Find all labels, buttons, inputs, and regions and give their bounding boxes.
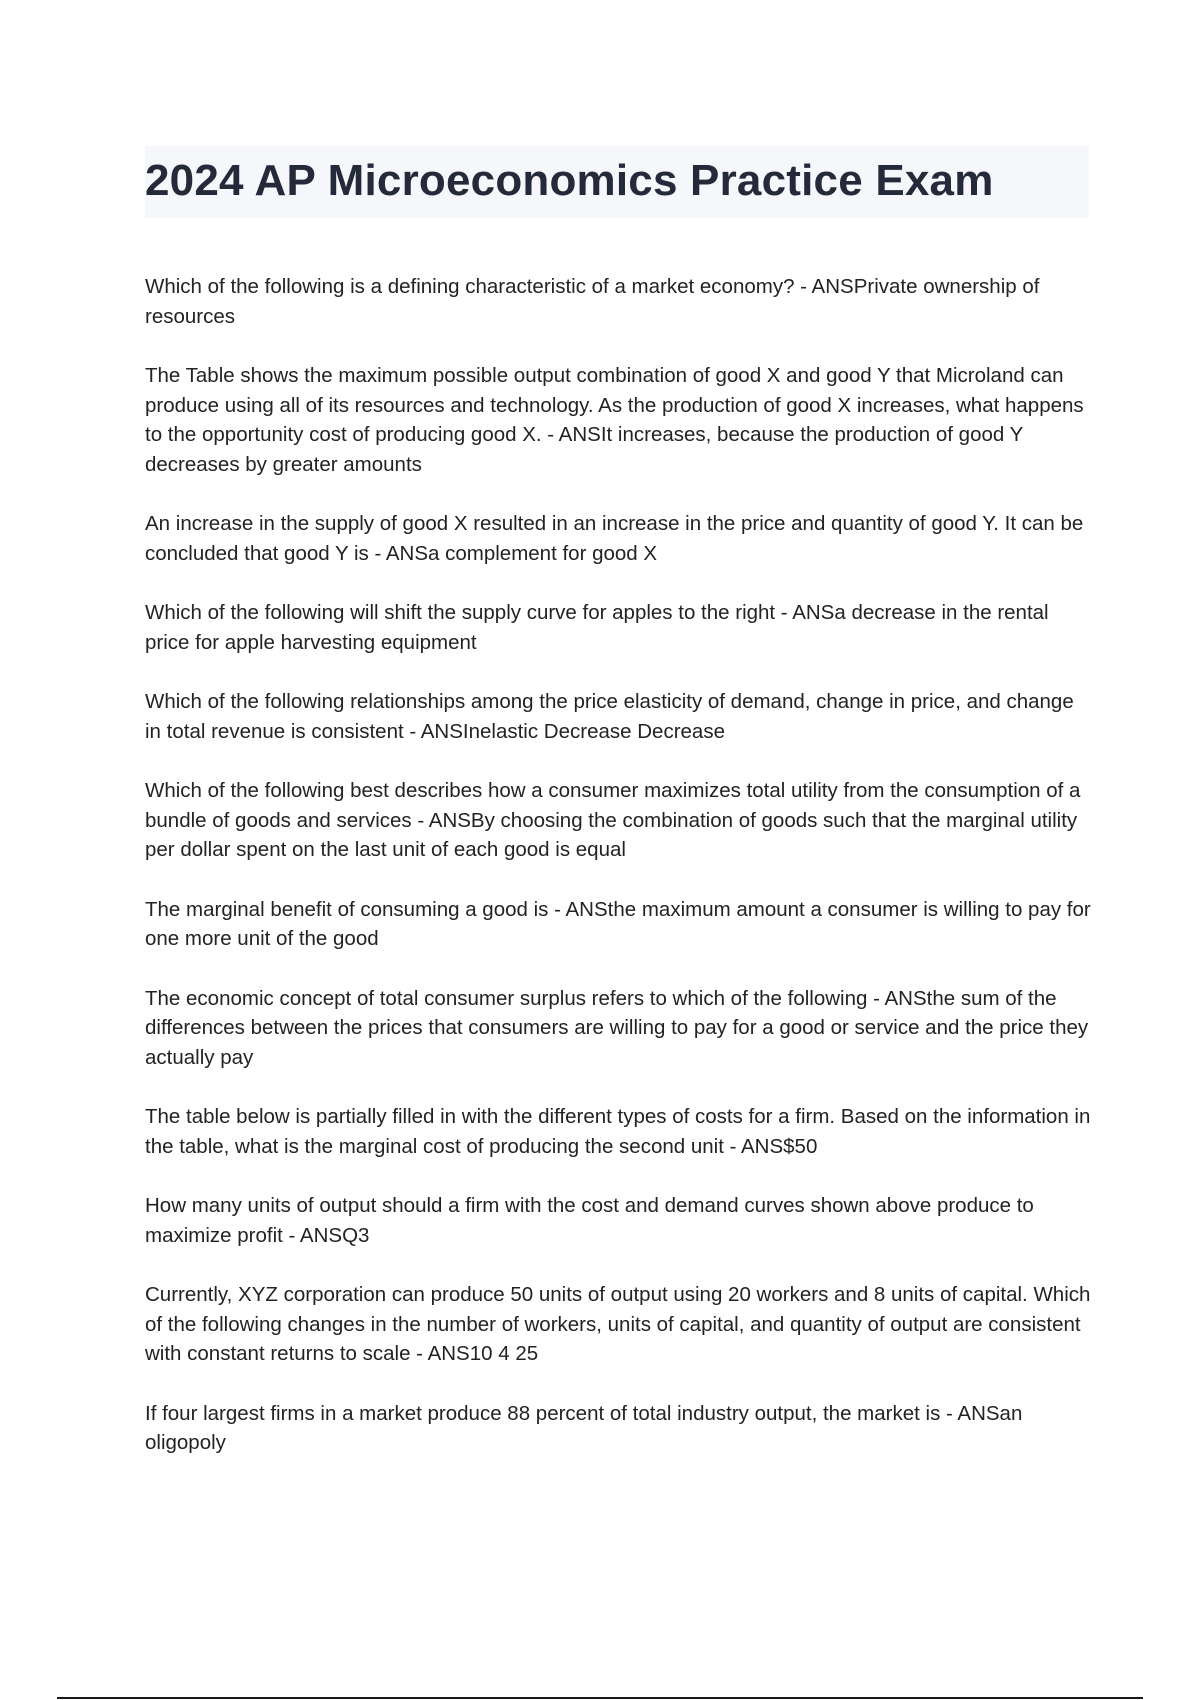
qa-item-10: How many units of output should a firm with the cost and demand curves shown above produce to maximize profit - ANSQ3 — [145, 1194, 1034, 1247]
qa-item-5: Which of the following relationships among the price elasticity of demand, change in price, and change in total revenue is consistent - ANSInelastic Decrease Decrease — [145, 690, 1074, 743]
qa-item-9: The table below is partially filled in with the different types of costs for a firm. Based on the information in the table, what is the marginal cost of producing the second unit - ANS$50 — [145, 1105, 1091, 1158]
qa-item-6: Which of the following best describes how a consumer maximizes total utility from the consumption of a bundle of goods and services - ANSBy choosing the combination of goods such that the marginal utility per dollar spent on the last unit of each good is equal — [145, 779, 1081, 861]
qa-item-2: The Table shows the maximum possible output combination of good X and good Y that Microland can produce using all of its resources and technology. As the production of good X increases, what happens to the opportunity cost of producing good X. - ANSIt increases, because the production of good Y decreases by greater amounts — [145, 364, 1084, 476]
qa-item-7: The marginal benefit of consuming a good is - ANSthe maximum amount a consumer is willing to pay for one more unit of the good — [145, 897, 1091, 950]
qa-item-1: Which of the following is a defining characteristic of a market economy? - ANSPrivate ownership of resources — [145, 275, 1040, 328]
question-answer-list — [145, 272, 1095, 1488]
qa-item-3: An increase in the supply of good X resulted in an increase in the price and quantity of good Y. It can be concluded that good Y is - ANSa complement for good X — [145, 512, 1084, 565]
page-bottom-divider — [57, 1697, 1143, 1699]
title-band — [145, 146, 1089, 218]
qa-item-11: Currently, XYZ corporation can produce 50 units of output using 20 workers and 8 units of capital. Which of the following changes in the number of workers, units of capital, and quantity of output are consistent with constant returns to scale - ANS10 4 25 — [145, 1283, 1091, 1365]
page-title: 2024 AP Microeconomics Practice Exam — [145, 156, 994, 205]
qa-item-12: If four largest firms in a market produce 88 percent of total industry output, the market is - ANSan oligopoly — [145, 1401, 1023, 1454]
qa-item-4: Which of the following will shift the supply curve for apples to the right - ANSa decrease in the rental price for apple harvesting equipment — [145, 601, 1049, 654]
qa-item-8: The economic concept of total consumer surplus refers to which of the following - ANSthe sum of the differences between the prices that consumers are willing to pay for a good or service and the price they actually pay — [145, 986, 1089, 1069]
